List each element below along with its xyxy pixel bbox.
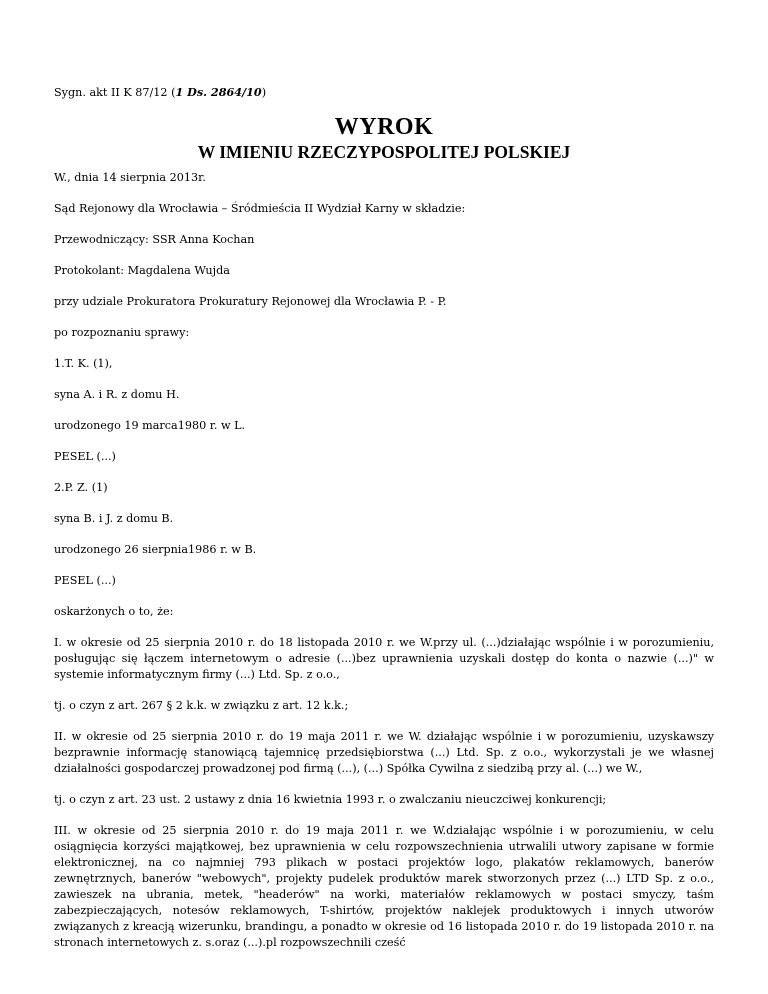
defendant-1-pesel: PESEL (...) [54,450,116,463]
defendant-2-name: 2.P. Z. (1) [54,481,108,494]
defendant-1-parents: syna A. i R. z domu H. [54,388,180,401]
case-signature-suffix: ) [261,86,267,99]
date-place: W., dnia 14 sierpnia 2013r. [54,171,206,184]
document-subtitle: W IMIENIU RZECZYPOSPOLITEJ POLSKIEJ [197,142,571,162]
defendant-2-parents: syna B. i J. z domu B. [54,512,174,525]
case-reference: 1 Ds. 2864/10 [175,85,262,99]
court-composition: Sąd Rejonowy dla Wrocławia – Śródmieścia II Wydział Karny w składzie: [54,202,466,215]
defendant-2-birth: urodzonego 26 sierpnia1986 r. w B. [54,543,257,556]
defendant-1-name: 1.T. K. (1), [54,357,113,370]
charge-3: III. w okresie od 25 sierpnia 2010 r. do 19 maja 2011 r. we W.działając wspólnie i w porozumieniu, w celu osiągnięcia korzyści majątkowej, bez uprawnienia w celu rozpowszechnienia utrwalili utwory zapisane w formie elektronicznej, na co najmniej 793 plikach w postaci projektów logo, plakatów reklamowych, banerów zewnętrznych, banerów "webowych", projekty pudelek produktów marek stworzonych przez (...) LTD Sp. z o.o., zawieszek na ubrania, metek, "headerów" na worki, materiałów reklamowych w postaci smyczy, taśm zabezpieczających, notesów reklamowych, T-shirtów, projektów naklejek produktowych i innych utworów związanych z kreacją wizerunku, brandingu, a ponadto w okresie od 16 listopada 2010 r. do 19 listopada 2010 r. na stronach internetowych z. s.oraz (...).pl rozpowszechnili cześć [54,824,714,949]
prosecutor: przy udziale Prokuratora Prokuratury Rejonowej dla Wrocławia P. - P. [54,295,447,308]
case-signature [54,84,714,101]
defendant-1-birth: urodzonego 19 marca1980 r. w L. [54,419,246,432]
charge-2-legal-basis: tj. o czyn z art. 23 ust. 2 ustawy z dnia 16 kwietnia 1993 r. o zwalczaniu nieuczciwej konkurencji; [54,793,607,806]
defendant-2-pesel: PESEL (...) [54,574,116,587]
case-intro: po rozpoznaniu sprawy: [54,326,190,339]
charges-intro: oskarżonych o to, że: [54,605,174,618]
charge-1-legal-basis: tj. o czyn z art. 267 § 2 k.k. w związku z art. 12 k.k.; [54,699,349,712]
judgment-document [54,84,714,966]
presiding-judge: Przewodniczący: SSR Anna Kochan [54,233,255,246]
court-clerk: Protokolant: Magdalena Wujda [54,264,230,277]
charge-2: II. w okresie od 25 sierpnia 2010 r. do 19 maja 2011 r. we W. działając wspólnie i w porozumieniu, uzyskawszy bezprawnie informację stanowiącą tajemnicę przedsiębiorstwa (...) Ltd. Sp. z o.o., wykorzystali je we własnej działalności gospodarczej prowadzonej pod firmą (...), (...) Spółka Cywilna z siedzibą przy al. (...) we W., [54,730,714,775]
charge-1: I. w okresie od 25 sierpnia 2010 r. do 18 listopada 2010 r. we W.przy ul. (...)działając wspólnie i w porozumieniu, posługując się łączem internetowym o adresie (...)bez uprawnienia uzyskali dostęp do konta o nazwie (...)" w systemie informatycznym firmy (...) Ltd. Sp. z o.o., [54,636,714,681]
case-signature-prefix: Sygn. akt II K 87/12 ( [54,86,176,99]
document-title: WYROK [334,114,434,140]
